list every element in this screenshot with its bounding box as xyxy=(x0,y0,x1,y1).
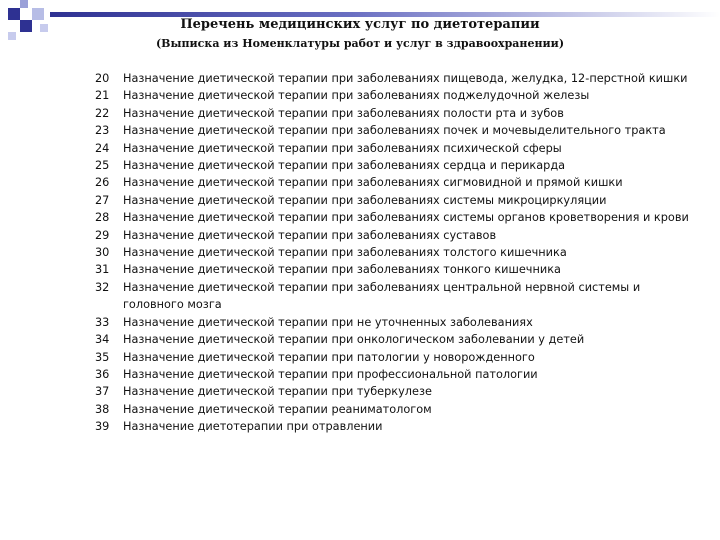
list-item xyxy=(95,192,695,209)
item-number: 37 xyxy=(95,385,110,399)
item-number: 27 xyxy=(95,193,110,207)
item-number: 22 xyxy=(95,106,110,120)
item-text: Назначение диетической терапии при заболеваниях психической сферы xyxy=(123,141,562,155)
list-item xyxy=(95,401,695,418)
item-number: 31 xyxy=(95,263,110,277)
item-text: Назначение диетической терапии при заболеваниях тонкого кишечника xyxy=(123,263,561,277)
decor-square xyxy=(20,0,28,8)
item-text: Назначение диетической терапии при заболеваниях сигмовидной и прямой кишки xyxy=(123,176,623,190)
item-number: 25 xyxy=(95,159,110,173)
item-text: Назначение диетической терапии при заболеваниях системы микроциркуляции xyxy=(123,193,607,207)
item-number: 36 xyxy=(95,367,110,381)
item-number: 28 xyxy=(95,211,110,225)
item-text: Назначение диетической терапии при не уточненных заболеваниях xyxy=(123,315,533,329)
item-text: Назначение диетической терапии при онкологическом заболевании у детей xyxy=(123,333,585,347)
item-text: Назначение диетической терапии при заболеваниях центральной нервной системы и головного мозга xyxy=(123,280,641,312)
item-number: 23 xyxy=(95,124,110,138)
list-item xyxy=(95,157,695,174)
item-number: 38 xyxy=(95,402,110,416)
item-text: Назначение диетической терапии при заболеваниях поджелудочной железы xyxy=(123,89,590,103)
list-item xyxy=(95,331,695,348)
item-text: Назначение диетической терапии при заболеваниях суставов xyxy=(123,228,497,242)
list-item xyxy=(95,314,695,331)
item-number: 39 xyxy=(95,420,110,434)
list-item xyxy=(95,261,695,278)
item-text: Назначение диетической терапии при патологии у новорожденного xyxy=(123,350,535,364)
list-item xyxy=(95,140,695,157)
page-title: Перечень медицинских услуг по диетотерапии xyxy=(180,17,540,32)
item-text: Назначение диетотерапии при отравлении xyxy=(123,420,383,434)
list-item xyxy=(95,227,695,244)
item-number: 29 xyxy=(95,228,110,242)
list-item xyxy=(95,383,695,400)
list-item xyxy=(95,244,695,261)
item-number: 30 xyxy=(95,246,110,260)
item-number: 26 xyxy=(95,176,110,190)
item-number: 35 xyxy=(95,350,110,364)
list-item xyxy=(95,279,695,314)
list-item xyxy=(95,349,695,366)
item-text: Назначение диетической терапии при заболеваниях системы органов кроветворения и крови xyxy=(123,211,689,225)
services-list xyxy=(95,70,695,436)
item-number: 33 xyxy=(95,315,110,329)
item-text: Назначение диетической терапии при заболеваниях сердца и перикарда xyxy=(123,159,566,173)
item-number: 24 xyxy=(95,141,110,155)
list-item xyxy=(95,418,695,435)
item-number: 21 xyxy=(95,89,110,103)
list-item xyxy=(95,105,695,122)
list-item xyxy=(95,209,695,226)
item-text: Назначение диетической терапии при профессиональной патологии xyxy=(123,367,538,381)
list-item xyxy=(95,174,695,191)
list-item xyxy=(95,366,695,383)
item-text: Назначение диетической терапии реаниматологом xyxy=(123,402,432,416)
list-item xyxy=(95,122,695,139)
item-text: Назначение диетической терапии при заболеваниях пищевода, желудка, 12-перстной кишки xyxy=(123,72,688,85)
item-number: 34 xyxy=(95,333,110,347)
item-number: 32 xyxy=(95,280,110,294)
page-subtitle: (Выписка из Номенклатуры работ и услуг в здравоохранении) xyxy=(155,37,565,50)
item-text: Назначение диетической терапии при заболеваниях толстого кишечника xyxy=(123,246,567,260)
item-number: 20 xyxy=(95,72,110,85)
item-text: Назначение диетической терапии при туберкулезе xyxy=(123,385,432,399)
list-item xyxy=(95,70,695,87)
item-text: Назначение диетической терапии при заболеваниях почек и мочевыделительного тракта xyxy=(123,124,666,138)
item-text: Назначение диетической терапии при заболеваниях полости рта и зубов xyxy=(123,106,564,120)
list-item xyxy=(95,87,695,104)
